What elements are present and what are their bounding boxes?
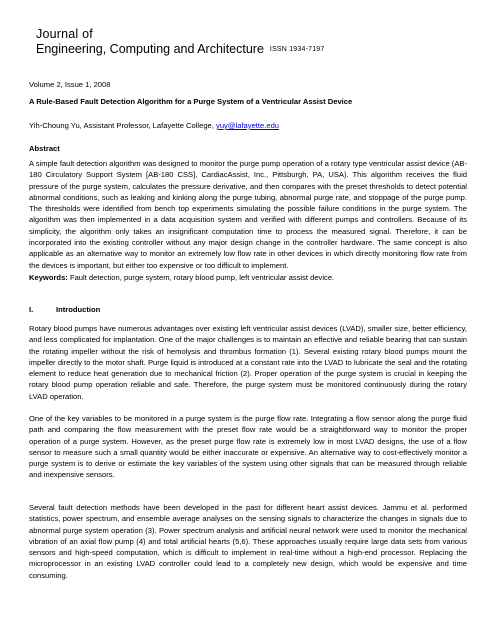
- section-heading: [29, 304, 467, 315]
- volume-issue: Volume 2, Issue 1, 2008: [29, 80, 111, 89]
- author-email-link[interactable]: yuy@lafayette.edu: [216, 121, 280, 130]
- journal-name: Engineering, Computing and Architecture: [36, 41, 264, 56]
- section-title: Introduction: [56, 305, 101, 314]
- journal-line1: Journal of: [36, 27, 93, 41]
- abstract-heading: Abstract: [29, 144, 60, 153]
- issn: ISSN 1934-7197: [269, 45, 325, 53]
- article-title: A Rule-Based Fault Detection Algorithm for a Purge System of a Ventricular Assist Device: [29, 97, 353, 106]
- keywords-label: Keywords:: [29, 273, 68, 282]
- journal-masthead: [36, 28, 324, 55]
- author-line: [29, 120, 467, 131]
- intro-paragraph-3: Several fault detection methods have been developed in the past for different heart assist devices. Jammu et al. performed statistics, power spectrum, and ensemble average analyses on the sensing signals to characterize the changes in signals due to abnormal purge system operation (3). Power spectrum analysis and artificial neural network were used to monitor the mechanical vibration of an axial flow pump (4) and total artificial hearts (5,6). These approaches usually require large data sets from various sensors and high-speed computation, which is difficult to implement in real-time without a high-end processor. Replacing the microprocessor in an existing LVAD controller could lead to a completely new design, which would be expensive and time consuming.: [29, 503, 467, 580]
- section-number: I.: [29, 305, 34, 314]
- author-text: Yih-Choung Yu, Assistant Professor, Lafayette College,: [29, 121, 217, 130]
- intro-paragraph-2: One of the key variables to be monitored in a purge system is the purge flow rate. Integrating a flow sensor along the purge fluid path and comparing the flow measurement with the preset flow rate would be a straightforward way to monitor the proper operation of a purge system. However, as the preset purge flow rate is extremely low in most LVAD designs, the use of a flow sensor to measure such a small quantity would be either inaccurate or expensive. An alternative way to cost-effectively monitor a purge system is to derive or estimate the key variables of the system using other signals that can be measured through reliable and inexpensive sensors.: [29, 414, 467, 480]
- intro-paragraph-1: Rotary blood pumps have numerous advantages over existing left ventricular assist devices (LVAD), smaller size, better efficiency, and less complicated for implantation. One of the major challenges is to maintain an effective and reliable bearing that can sustain the rotating impeller without the risk of hemolysis and thrombus formation (1). Several existing rotary blood pumps mount the impeller directly to the motor shaft. Purge liquid is introduced at a constant rate into the LVAD to lubricate the seal and the rotating element to reduce heat generation due to mechanical friction (2). Proper operation of the purge system is crucial in keeping the rotary blood pump operation reliable and safe. Therefore, the purge system must be monitored continuously during the rotary LVAD operation.: [29, 324, 467, 401]
- keywords-line: [29, 272, 467, 283]
- keywords-text: Fault detection, purge system, rotary blood pump, left ventricular assist device.: [67, 273, 335, 282]
- journal-line2-row: [36, 43, 324, 56]
- abstract-text: A simple fault detection algorithm was designed to monitor the purge pump operation of a rotary type ventricular assist device (AB-180 Circulatory Support System [AB-180 CSS], CardiacAssist, Inc., Pittsburgh, PA, USA). This algorithm receives the fluid pressure of the purge system, calculates the pressure derivative, and then compares with the preset thresholds to detect potential abnormal conditions, such as leaking and kinking along the purge tubing, abnormal purge rate, and stoppage of the purge pump. The thresholds were identified from bench top experiments simulating the possible failure conditions in the purge system. The algorithm was then implemented in a data acquisition system and verified with different pumps and controllers. Because of its simplicity, the algorithm only takes an insignificant computation time to process the measured signal. Therefore, it can be incorporated into the existing controller without any major design change in the controller hardware. The same concept is also applicable as an alternative way to monitor an extremely low flow rate in other devices in which directly monitoring flow rate from the devices is important, but either too expensive or too difficult to implement.: [29, 159, 467, 270]
